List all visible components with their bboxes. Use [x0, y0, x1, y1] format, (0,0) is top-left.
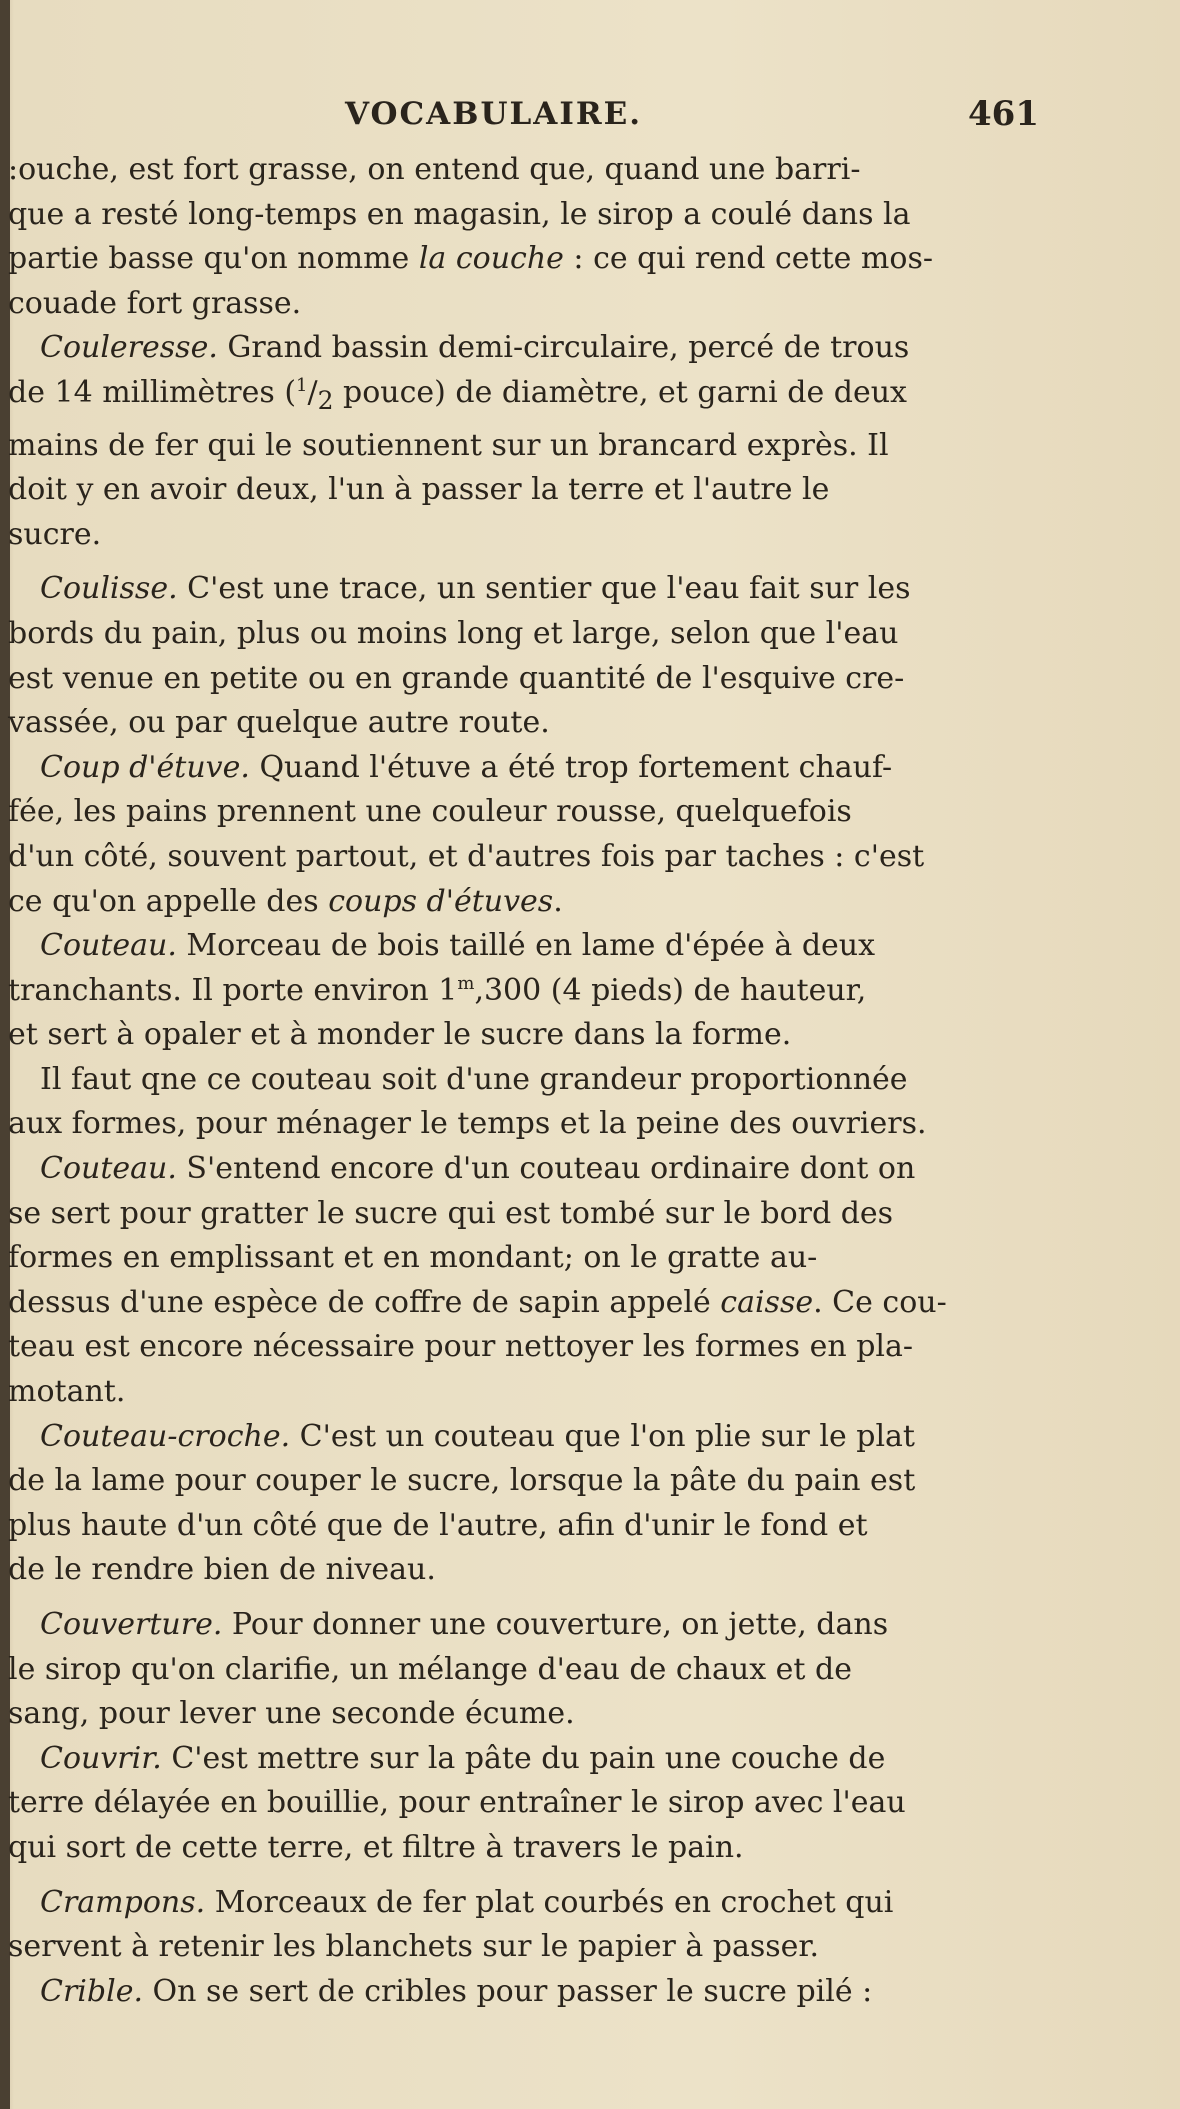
- text-line: bords du pain, plus ou moins long et large, selon que l'eau: [8, 615, 899, 651]
- entry-term: Couleresse.: [40, 330, 218, 366]
- text-line: mains de fer qui le soutiennent sur un brancard exprès. Il: [8, 427, 889, 463]
- entry-term: Crampons.: [40, 1884, 206, 1920]
- entry-crible: Crible. On se sert de cribles pour passer le sucre pilé :: [40, 1973, 873, 2009]
- entry-couleresse: Couleresse. Grand bassin demi-circulaire, percé de trous: [40, 330, 910, 366]
- entry-couteau-croche: Couteau-croche. C'est un couteau que l'on plie sur le plat: [40, 1418, 915, 1454]
- entry-couteau: Couteau. Morceau de bois taillé en lame d'épée à deux: [40, 928, 876, 964]
- text-line: ce qu'on appelle des coups d'étuves.: [8, 883, 563, 919]
- text-line: motant.: [8, 1374, 126, 1410]
- text-line: doit y en avoir deux, l'un à passer la terre et l'autre le: [8, 472, 830, 508]
- entry-couvrir: Couvrir. C'est mettre sur la pâte du pain une couche de: [40, 1740, 886, 1776]
- entry-term: Coup d'étuve.: [40, 749, 250, 785]
- text-line: sucre.: [8, 516, 102, 552]
- text-line: que a resté long-temps en magasin, le sirop a coulé dans la: [8, 196, 911, 232]
- text-line: dessus d'une espèce de coffre de sapin appelé caisse. Ce cou-: [8, 1284, 947, 1320]
- text-line: fée, les pains prennent une couleur rousse, quelquefois: [8, 794, 852, 830]
- entry-term: Couverture.: [40, 1607, 223, 1642]
- text-line: sang, pour lever une seconde écume.: [8, 1696, 575, 1732]
- text-line: de la lame pour couper le sucre, lorsque la pâte du pain est: [8, 1463, 916, 1499]
- text-line: qui sort de cette terre, et filtre à travers le pain.: [8, 1829, 744, 1865]
- entry-couverture: Couverture. Pour donner une couverture, on jette, dans: [40, 1607, 889, 1642]
- entry-crampons: Crampons. Morceaux de fer plat courbés en crochet qui: [40, 1884, 894, 1920]
- entry-term: Couteau.: [40, 928, 177, 964]
- text-line: le sirop qu'on clarifie, un mélange d'eau de chaux et de: [8, 1651, 852, 1687]
- text-line: vassée, ou par quelque autre route.: [8, 705, 550, 741]
- text-line: et sert à opaler et à monder le sucre dans la forme.: [8, 1017, 792, 1053]
- entry-term: Couteau.: [40, 1151, 177, 1187]
- text-line: terre délayée en bouillie, pour entraîner le sirop avec l'eau: [8, 1785, 906, 1821]
- text-line: couade fort grasse.: [8, 285, 302, 321]
- text-line: Il faut qne ce couteau soit d'une grandeur proportionnée: [40, 1061, 908, 1097]
- text-line: de le rendre bien de niveau.: [8, 1552, 436, 1588]
- text-line: est venue en petite ou en grande quantité de l'esquive cre-: [8, 660, 905, 696]
- text-line: de 14 millimètres ($^1/_2$ pouce) de diamètre, et garni de deux: [8, 374, 907, 415]
- text-line: tranchants. Il porte environ 1$^m$,300 (4 pieds) de hauteur,: [8, 972, 867, 1008]
- text-line: d'un côté, souvent partout, et d'autres fois par taches : c'est: [8, 838, 925, 874]
- text-line: se sert pour gratter le sucre qui est tombé sur le bord des: [8, 1195, 894, 1231]
- entry-term: Couvrir.: [40, 1740, 162, 1776]
- text-line: teau est encore nécessaire pour nettoyer les formes en pla-: [8, 1329, 914, 1365]
- text-line: aux formes, pour ménager le temps et la peine des ouvriers.: [8, 1106, 927, 1142]
- entry-couteau-2: Couteau. S'entend encore d'un couteau ordinaire dont on: [40, 1151, 916, 1187]
- text-line: :ouche, est fort grasse, on entend que, quand une barri-: [8, 152, 861, 187]
- page-header: [0, 96, 1180, 140]
- text-line: partie basse qu'on nomme la couche : ce qui rend cette mos-: [8, 241, 933, 277]
- page-body: [8, 148, 1040, 2014]
- page-number: 461: [968, 94, 1039, 134]
- text-line: servent à retenir les blanchets sur le papier à passer.: [8, 1929, 820, 1965]
- text-line: plus haute d'un côté que de l'autre, afin d'unir le fond et: [8, 1507, 868, 1543]
- text-line: formes en emplissant et en mondant; on le gratte au-: [8, 1240, 818, 1276]
- entry-coup-detuve: Coup d'étuve. Quand l'étuve a été trop fortement chauf-: [40, 749, 893, 785]
- entry-term: Couteau-croche.: [40, 1418, 291, 1454]
- entry-coulisse: Coulisse. C'est une trace, un sentier que l'eau fait sur les: [40, 571, 911, 607]
- entry-term: Crible.: [40, 1973, 143, 2009]
- entry-term: Coulisse.: [40, 571, 178, 607]
- running-title: VOCABULAIRE.: [345, 96, 643, 132]
